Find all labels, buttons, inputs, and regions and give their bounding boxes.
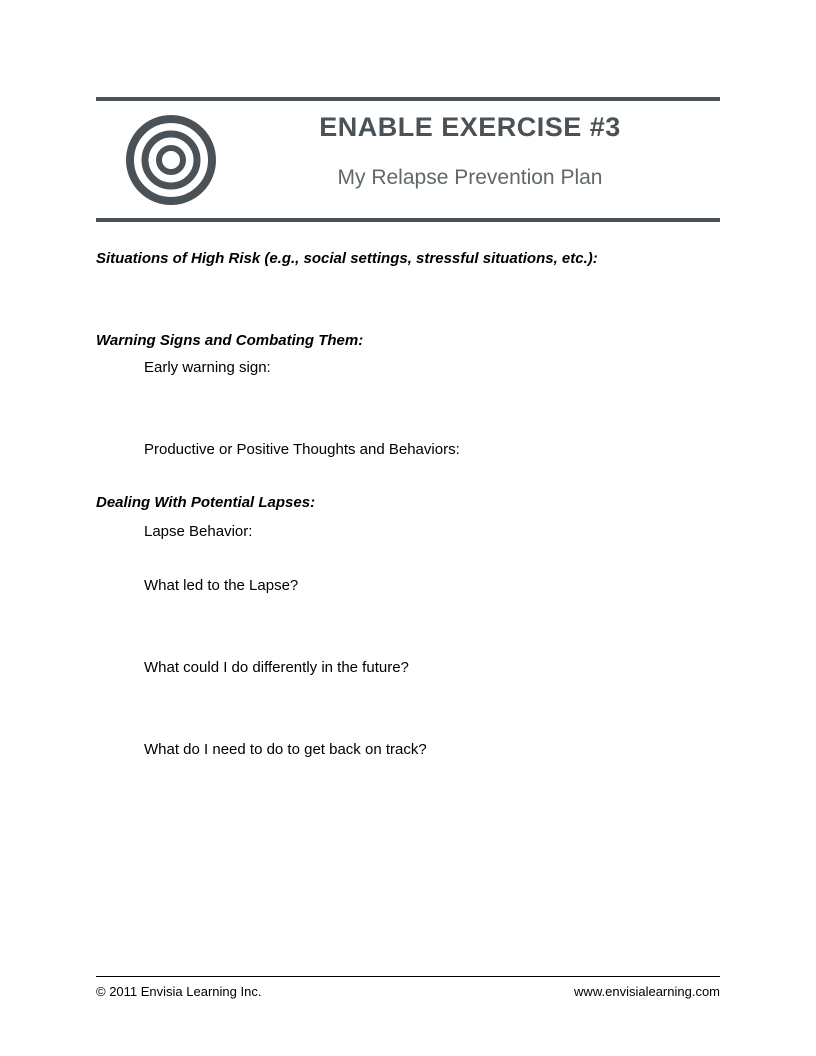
prompt-lapse-behavior: Lapse Behavior: — [144, 523, 253, 540]
prompt-early-warning-sign: Early warning sign: — [144, 359, 271, 376]
prompt-get-back-on-track: What do I need to do to get back on track? — [144, 741, 427, 758]
footer-rule — [96, 976, 720, 977]
page-title: ENABLE EXERCISE #3 — [319, 112, 621, 142]
header-top-rule — [96, 97, 720, 101]
section-heading-high-risk: Situations of High Risk (e.g., social settings, stressful situations, etc.): — [96, 250, 598, 267]
header-bottom-rule — [96, 218, 720, 222]
section-heading-potential-lapses: Dealing With Potential Lapses: — [96, 494, 316, 511]
prompt-positive-thoughts: Productive or Positive Thoughts and Behaviors: — [144, 441, 460, 458]
footer-website-link[interactable]: www.envisialearning.com — [574, 984, 720, 999]
page-subtitle: My Relapse Prevention Plan — [337, 166, 603, 189]
prompt-do-differently: What could I do differently in the future? — [144, 659, 409, 676]
prompt-what-led-to-lapse: What led to the Lapse? — [144, 577, 299, 594]
target-icon — [125, 114, 217, 206]
footer-copyright: © 2011 Envisia Learning Inc. — [96, 984, 262, 999]
section-heading-warning-signs: Warning Signs and Combating Them: — [96, 332, 364, 349]
